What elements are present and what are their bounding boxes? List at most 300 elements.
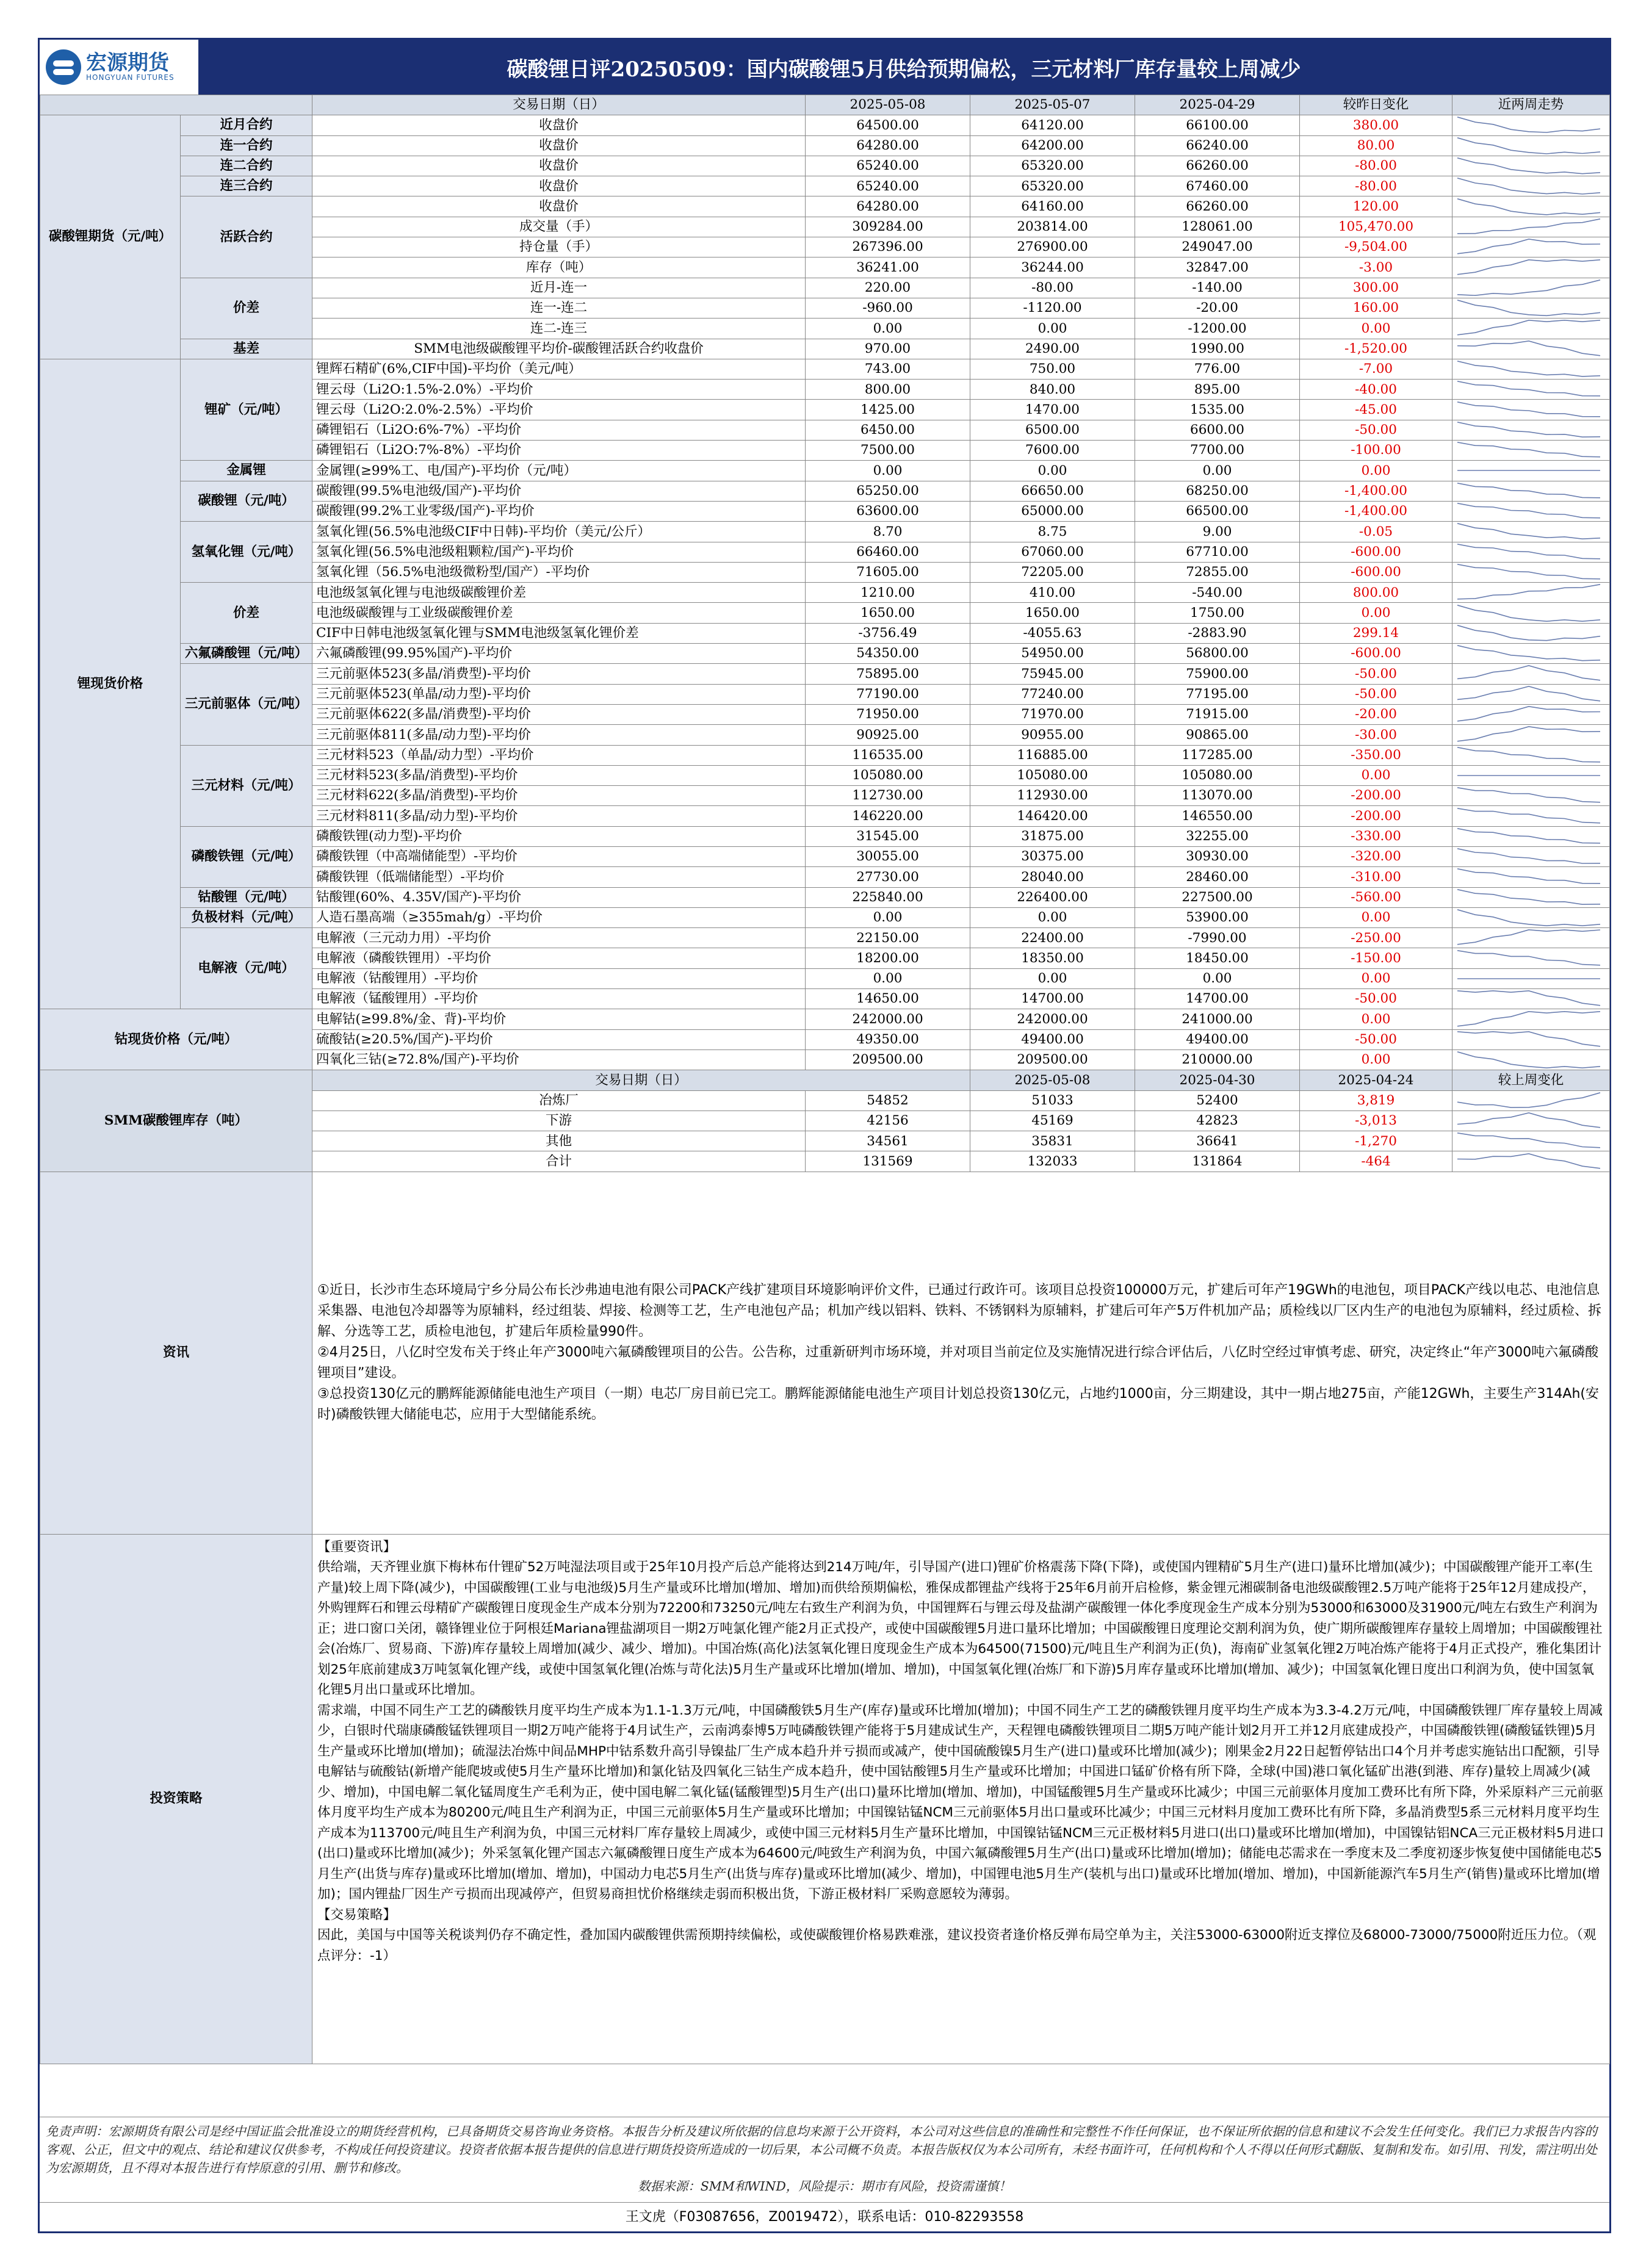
trend-sparkline <box>1452 1049 1610 1070</box>
category-cell: 资讯 <box>40 1172 312 1534</box>
trend-sparkline <box>1452 806 1610 826</box>
value-cell: 0.00 <box>970 968 1135 988</box>
trend-sparkline <box>1452 725 1610 745</box>
change-cell: 0.00 <box>1300 968 1452 988</box>
table-row <box>40 522 1610 542</box>
report-header <box>40 40 1609 95</box>
value-cell: 227500.00 <box>1135 887 1300 907</box>
value-cell: 30375.00 <box>970 846 1135 866</box>
value-cell: 36244.00 <box>970 257 1135 278</box>
change-cell: -80.00 <box>1300 176 1452 196</box>
table-row <box>40 583 1610 603</box>
value-cell: 36641 <box>1135 1131 1300 1151</box>
change-cell: 0.00 <box>1300 461 1452 481</box>
value-cell: 7600.00 <box>970 441 1135 461</box>
value-cell: 105080.00 <box>970 765 1135 785</box>
row-label: 电解钴(≥99.8%/金、背)-平均价 <box>312 1009 806 1029</box>
row-label: SMM电池级碳酸锂平均价-碳酸锂活跃合约收盘价 <box>312 339 806 359</box>
value-cell: 895.00 <box>1135 380 1300 400</box>
value-cell: 66460.00 <box>806 542 970 562</box>
subcategory-cell: 碳酸锂（元/吨） <box>181 481 312 522</box>
change-cell: -40.00 <box>1300 380 1452 400</box>
value-cell: 113070.00 <box>1135 786 1300 806</box>
value-cell: -20.00 <box>1135 298 1300 318</box>
change-cell: -45.00 <box>1300 400 1452 420</box>
change-cell: -150.00 <box>1300 948 1452 968</box>
category-cell: 碳酸锂期货（元/吨） <box>40 115 181 359</box>
row-label: 电池级碳酸锂与工业级碳酸锂价差 <box>312 603 806 623</box>
value-cell: 63600.00 <box>806 501 970 521</box>
change-cell: 160.00 <box>1300 298 1452 318</box>
change-cell: 80.00 <box>1300 135 1452 156</box>
trend-sparkline <box>1452 623 1610 643</box>
value-cell: 1535.00 <box>1135 400 1300 420</box>
row-label: 锂云母（Li2O:1.5%-2.0%）-平均价 <box>312 380 806 400</box>
change-cell: 0.00 <box>1300 319 1452 339</box>
change-cell: -100.00 <box>1300 441 1452 461</box>
value-cell: 64280.00 <box>806 196 970 217</box>
value-cell: 132033 <box>970 1151 1135 1172</box>
trend-sparkline <box>1452 562 1610 582</box>
value-cell: 131569 <box>806 1151 970 1172</box>
table-row <box>40 907 1610 927</box>
change-cell: -350.00 <box>1300 745 1452 765</box>
row-label: 氢氧化锂(56.5%电池级CIF中日韩)-平均价（美元/公斤） <box>312 522 806 542</box>
row-label: 电解液（磷酸铁锂用）-平均价 <box>312 948 806 968</box>
value-cell: 75895.00 <box>806 664 970 684</box>
value-cell: 18450.00 <box>1135 948 1300 968</box>
trend-sparkline <box>1452 461 1610 481</box>
value-cell: 0.00 <box>970 461 1135 481</box>
change-cell: -30.00 <box>1300 725 1452 745</box>
table-header-row <box>40 1070 1610 1090</box>
value-cell: 28460.00 <box>1135 867 1300 887</box>
strategy-row <box>40 1534 1610 2064</box>
value-cell: 0.00 <box>806 968 970 988</box>
value-cell: 65320.00 <box>970 156 1135 176</box>
date-header: 交易日期（日） <box>312 1070 970 1090</box>
value-cell: 14700.00 <box>970 989 1135 1009</box>
trend-sparkline <box>1452 217 1610 237</box>
value-cell: 22400.00 <box>970 928 1135 948</box>
value-cell: 146420.00 <box>970 806 1135 826</box>
value-cell: 116885.00 <box>970 745 1135 765</box>
change-cell: -1,400.00 <box>1300 481 1452 501</box>
value-cell: 0.00 <box>970 907 1135 927</box>
trend-sparkline <box>1452 278 1610 298</box>
value-cell: 30930.00 <box>1135 846 1300 866</box>
value-cell: 75945.00 <box>970 664 1135 684</box>
trend-sparkline <box>1452 989 1610 1009</box>
trend-sparkline <box>1452 196 1610 217</box>
value-cell: 65240.00 <box>806 156 970 176</box>
row-label: 其他 <box>312 1131 806 1151</box>
value-cell: -3756.49 <box>806 623 970 643</box>
table-row <box>40 339 1610 359</box>
trend-sparkline <box>1452 704 1610 724</box>
value-cell: 72205.00 <box>970 562 1135 582</box>
value-cell: 410.00 <box>970 583 1135 603</box>
value-cell: 14650.00 <box>806 989 970 1009</box>
value-cell: 203814.00 <box>970 217 1135 237</box>
value-cell: 6500.00 <box>970 420 1135 440</box>
value-cell: 6600.00 <box>1135 420 1300 440</box>
change-cell: 0.00 <box>1300 1049 1452 1070</box>
value-cell: 776.00 <box>1135 359 1300 379</box>
strategy-p1: 供给端，天齐锂业旗下梅林布什锂矿52万吨湿法项目或于25年10月投产后总产能将达到214万吨/年，引导国产(进口)锂矿价格震荡下降(下降)，或使国内锂精矿5月生产(进口)量环比增加(减少)；中国碳酸锂产能开工率(生产量)较上周下降(减少)，中国碳酸锂(工业与电池级)5月生产量或环比增加(增加、增加)而供给预期偏松，雅保成都锂盐产线将于25年6月前开启检修，紫金锂元湘碳制备电池级碳酸锂2.5万吨产能将于25年12月建成投产，外购锂辉石和锂云母精矿产碳酸锂日度现金生产成本分别为72200和73250元/吨左右致生产利润为负，中国锂辉石与锂云母及盐湖产碳酸锂一体化季度现金生产成本分别为53000和63000及31900元/吨左右致生产利润为正；进口窗口关闭，赣锋锂业位于阿根廷Mariana锂盐湖项目一期2万吨氯化锂产能2月正式投产，或使中国碳酸锂5月进口量环比增加；中国碳酸锂日度理论交割利润为负，使广期所碳酸锂库存量较上周增加；中国碳酸锂社会(冶炼厂、贸易商、下游)库存量较上周增加(减少、减少、增加)。中国冶炼(高化)法氢氧化锂日度现金生产成本为64500(71500)元/吨且生产利润为正(负)，海南矿业氢氧化锂2万吨冶炼产能将于4月正式投产，雅化集团计划25年底前建成3万吨氢氧化锂产线，或使中国氢氧化锂(冶炼与苛化法)5月生产量或环比增加(增加、增加)，中国氢氧化锂(冶炼厂和下游)5月库存量或环比增加(增加、减少)；中国氢氧化锂日度出口利润为负，使中国氢氧化锂5月出口量或环比增加。 <box>317 1560 1603 1698</box>
row-label: 六氟磷酸锂(99.95%国产)-平均价 <box>312 644 806 664</box>
value-cell: 1650.00 <box>806 603 970 623</box>
trend-sparkline <box>1452 176 1610 196</box>
value-cell: 31875.00 <box>970 826 1135 846</box>
subcategory-cell: 连二合约 <box>181 156 312 176</box>
value-cell: 68250.00 <box>1135 481 1300 501</box>
change-cell: -50.00 <box>1300 420 1452 440</box>
change-cell: -320.00 <box>1300 846 1452 866</box>
table-row <box>40 196 1610 217</box>
value-cell: 0.00 <box>1135 461 1300 481</box>
value-cell: 743.00 <box>806 359 970 379</box>
row-label: 四氧化三钴(≥72.8%/国产)-平均价 <box>312 1049 806 1070</box>
data-source: 数据来源：SMM和WIND，风险提示：期市有风险，投资需谨慎！ <box>638 2179 1011 2194</box>
value-cell: 64500.00 <box>806 115 970 135</box>
value-cell: 65000.00 <box>970 501 1135 521</box>
row-label: 连二-连三 <box>312 319 806 339</box>
trend-sparkline <box>1452 603 1610 623</box>
value-cell: 90955.00 <box>970 725 1135 745</box>
value-cell: 90865.00 <box>1135 725 1300 745</box>
news-content <box>312 1172 1610 1534</box>
value-cell: 32255.00 <box>1135 826 1300 846</box>
value-cell: 112730.00 <box>806 786 970 806</box>
trend-sparkline <box>1452 319 1610 339</box>
value-cell: 0.00 <box>1135 968 1300 988</box>
trend-sparkline <box>1452 765 1610 785</box>
row-label: 碳酸锂(99.5%电池级/国产)-平均价 <box>312 481 806 501</box>
value-cell: 242000.00 <box>806 1009 970 1029</box>
trend-sparkline <box>1452 359 1610 379</box>
change-cell: 299.14 <box>1300 623 1452 643</box>
table-row <box>40 1009 1610 1029</box>
value-cell: 64200.00 <box>970 135 1135 156</box>
subcategory-cell: 电解液（元/吨） <box>181 928 312 1009</box>
trend-sparkline <box>1452 156 1610 176</box>
trend-sparkline <box>1452 1131 1610 1151</box>
change-cell: -50.00 <box>1300 1029 1452 1049</box>
change-cell: -3,013 <box>1300 1111 1452 1131</box>
value-cell: 105080.00 <box>806 765 970 785</box>
value-cell: 67460.00 <box>1135 176 1300 196</box>
logo-mark-icon <box>46 49 81 85</box>
trend-sparkline <box>1452 968 1610 988</box>
row-label: 三元前驱体523(单晶/动力型)-平均价 <box>312 684 806 704</box>
row-label: 收盘价 <box>312 135 806 156</box>
value-cell: 32847.00 <box>1135 257 1300 278</box>
change-cell: 300.00 <box>1300 278 1452 298</box>
strategy-content <box>312 1534 1610 2064</box>
value-cell: 22150.00 <box>806 928 970 948</box>
value-cell: 18200.00 <box>806 948 970 968</box>
trend-sparkline <box>1452 867 1610 887</box>
trend-sparkline <box>1452 948 1610 968</box>
change-cell: -1,270 <box>1300 1131 1452 1151</box>
change-header: 较昨日变化 <box>1300 95 1452 115</box>
trend-sparkline <box>1452 1111 1610 1131</box>
value-cell: 209500.00 <box>806 1049 970 1070</box>
value-cell: 8.70 <box>806 522 970 542</box>
news-item: ②4月25日，八亿时空发布关于终止年产3000吨六氟磷酸锂项目的公告。公告称，过重新研判市场环境，并对项目当前定位及实施情况进行综合评估后，八亿时空经过审慎考虑、研究，决定终止“年产3000吨六氟磷酸锂项目”建设。 <box>317 1345 1599 1381</box>
trend-sparkline <box>1452 907 1610 927</box>
change-cell: -80.00 <box>1300 156 1452 176</box>
company-logo <box>40 40 198 95</box>
value-cell: 72855.00 <box>1135 562 1300 582</box>
subcategory-cell: 金属锂 <box>181 461 312 481</box>
value-cell: 241000.00 <box>1135 1009 1300 1029</box>
value-cell: 65320.00 <box>970 176 1135 196</box>
trend-sparkline <box>1452 644 1610 664</box>
value-cell: 210000.00 <box>1135 1049 1300 1070</box>
value-cell: 800.00 <box>806 380 970 400</box>
change-cell: -250.00 <box>1300 928 1452 948</box>
row-label: 三元材料811(多晶/动力型)-平均价 <box>312 806 806 826</box>
value-cell: 840.00 <box>970 380 1135 400</box>
row-label: 锂辉石精矿(6%,CIF中国)-平均价（美元/吨） <box>312 359 806 379</box>
value-cell: 131864 <box>1135 1151 1300 1172</box>
change-cell: -200.00 <box>1300 806 1452 826</box>
row-label: 氢氧化锂（56.5%电池级微粉型/国产）-平均价 <box>312 562 806 582</box>
table-row <box>40 156 1610 176</box>
news-row <box>40 1172 1610 1534</box>
value-cell: 71915.00 <box>1135 704 1300 724</box>
change-cell: -3.00 <box>1300 257 1452 278</box>
value-cell: 1210.00 <box>806 583 970 603</box>
value-cell: 42156 <box>806 1111 970 1131</box>
value-cell: 35831 <box>970 1131 1135 1151</box>
subcategory-cell: 三元材料（元/吨） <box>181 745 312 826</box>
value-cell: 1470.00 <box>970 400 1135 420</box>
row-label: 磷锂铝石（Li2O:6%-7%）-平均价 <box>312 420 806 440</box>
trend-sparkline <box>1452 115 1610 135</box>
trend-sparkline <box>1452 522 1610 542</box>
value-cell: 28040.00 <box>970 867 1135 887</box>
row-label: 硫酸钴(≥20.5%/国产)-平均价 <box>312 1029 806 1049</box>
trend-sparkline <box>1452 786 1610 806</box>
value-cell: -1200.00 <box>1135 319 1300 339</box>
value-cell: 54852 <box>806 1090 970 1111</box>
value-cell: 54950.00 <box>970 644 1135 664</box>
row-label: 收盘价 <box>312 156 806 176</box>
value-cell: 7700.00 <box>1135 441 1300 461</box>
change-cell: -600.00 <box>1300 542 1452 562</box>
row-label: 成交量（手） <box>312 217 806 237</box>
trend-sparkline <box>1452 583 1610 603</box>
value-cell: 209500.00 <box>970 1049 1135 1070</box>
value-cell: 7500.00 <box>806 441 970 461</box>
value-cell: 276900.00 <box>970 237 1135 257</box>
change-cell: -7.00 <box>1300 359 1452 379</box>
value-cell: 1650.00 <box>970 603 1135 623</box>
date-header: 交易日期（日） <box>312 95 806 115</box>
table-row <box>40 887 1610 907</box>
value-cell: 34561 <box>806 1131 970 1151</box>
value-cell: 249047.00 <box>1135 237 1300 257</box>
value-cell: -80.00 <box>970 278 1135 298</box>
row-label: 碳酸锂(99.2%工业零级/国产)-平均价 <box>312 501 806 521</box>
table-row <box>40 115 1610 135</box>
trend-sparkline <box>1452 257 1610 278</box>
trend-sparkline <box>1452 298 1610 318</box>
row-label: 收盘价 <box>312 176 806 196</box>
trend-sparkline <box>1452 1090 1610 1111</box>
trend-sparkline <box>1452 745 1610 765</box>
trend-sparkline <box>1452 826 1610 846</box>
news-item: ③总投资130亿元的鹏辉能源储能电池生产项目（一期）电芯厂房目前已完工。鹏辉能源储能电池生产项目计划总投资130亿元，占地约1000亩，分三期建设，其中一期占地275亩，产能12GWh，主要生产314Ah(安时)磷酸铁锂大储能电芯，应用于大型储能系统。 <box>317 1386 1599 1423</box>
date-col-2: 2025-05-07 <box>970 95 1135 115</box>
category-cell: 投资策略 <box>40 1534 312 2064</box>
value-cell: 52400 <box>1135 1090 1300 1111</box>
change-cell: -200.00 <box>1300 786 1452 806</box>
row-label: 三元材料523（单晶/动力型）-平均价 <box>312 745 806 765</box>
trend-sparkline <box>1452 237 1610 257</box>
row-label: 磷酸铁锂（低端储能型）-平均价 <box>312 867 806 887</box>
value-cell: 64160.00 <box>970 196 1135 217</box>
change-cell: -1,520.00 <box>1300 339 1452 359</box>
value-cell: 49400.00 <box>1135 1029 1300 1049</box>
value-cell: 64280.00 <box>806 135 970 156</box>
table-row <box>40 481 1610 501</box>
header-blank <box>40 95 312 115</box>
row-label: 持仓量（手） <box>312 237 806 257</box>
value-cell: 225840.00 <box>806 887 970 907</box>
value-cell: 75900.00 <box>1135 664 1300 684</box>
trend-sparkline <box>1452 339 1610 359</box>
trend-sparkline <box>1452 400 1610 420</box>
value-cell: 1750.00 <box>1135 603 1300 623</box>
value-cell: 71950.00 <box>806 704 970 724</box>
value-cell: -540.00 <box>1135 583 1300 603</box>
change-cell: 105,470.00 <box>1300 217 1452 237</box>
table-row <box>40 461 1610 481</box>
value-cell: 0.00 <box>806 461 970 481</box>
row-label: 钴酸锂(60%、4.35V/国产)-平均价 <box>312 887 806 907</box>
row-label: 三元材料622(多晶/消费型)-平均价 <box>312 786 806 806</box>
date-col-3: 2025-04-24 <box>1300 1070 1452 1090</box>
change-cell: -1,400.00 <box>1300 501 1452 521</box>
disclaimer <box>40 2117 1609 2200</box>
change-cell: -600.00 <box>1300 644 1452 664</box>
value-cell: 53900.00 <box>1135 907 1300 927</box>
change-cell: -310.00 <box>1300 867 1452 887</box>
value-cell: 14700.00 <box>1135 989 1300 1009</box>
change-cell: -600.00 <box>1300 562 1452 582</box>
table-row <box>40 135 1610 156</box>
subcategory-cell: 三元前驱体（元/吨） <box>181 664 312 745</box>
value-cell: -1120.00 <box>970 298 1135 318</box>
table-header-row <box>40 95 1610 115</box>
value-cell: 8.75 <box>970 522 1135 542</box>
value-cell: 42823 <box>1135 1111 1300 1131</box>
change-cell: -0.05 <box>1300 522 1452 542</box>
subcategory-cell: 六氟磷酸锂（元/吨） <box>181 644 312 664</box>
change-cell: 380.00 <box>1300 115 1452 135</box>
row-label: 冶炼厂 <box>312 1090 806 1111</box>
value-cell: 27730.00 <box>806 867 970 887</box>
value-cell: 66240.00 <box>1135 135 1300 156</box>
change-cell: 0.00 <box>1300 603 1452 623</box>
row-label: 合计 <box>312 1151 806 1172</box>
value-cell: 970.00 <box>806 339 970 359</box>
value-cell: 242000.00 <box>970 1009 1135 1029</box>
value-cell: 67060.00 <box>970 542 1135 562</box>
change-cell: -50.00 <box>1300 664 1452 684</box>
value-cell: 65240.00 <box>806 176 970 196</box>
trend-sparkline <box>1452 542 1610 562</box>
trend-sparkline <box>1452 664 1610 684</box>
value-cell: -140.00 <box>1135 278 1300 298</box>
row-label: 氢氧化锂(56.5%电池级粗颗粒/国产)-平均价 <box>312 542 806 562</box>
row-label: 电解液（三元动力用）-平均价 <box>312 928 806 948</box>
date-col-1: 2025-05-08 <box>806 95 970 115</box>
logo-text-cn: 宏源期货 <box>86 51 169 75</box>
value-cell: 71605.00 <box>806 562 970 582</box>
value-cell: 77190.00 <box>806 684 970 704</box>
report-title: 碳酸锂日评20250509：国内碳酸锂5月供给预期偏松，三元材料厂库存量较上周减少 <box>507 57 1301 82</box>
table-row <box>40 644 1610 664</box>
date-col-1: 2025-05-08 <box>970 1070 1135 1090</box>
row-label: 人造石墨高端（≥355mah/g）-平均价 <box>312 907 806 927</box>
subcategory-cell: 价差 <box>181 583 312 644</box>
strategy-p2: 需求端，中国不同生产工艺的磷酸铁月度平均生产成本为1.1-1.3万元/吨，中国磷酸铁5月生产(库存)量或环比增加(增加)；中国不同生产工艺的磷酸铁锂月度平均生产成本为3.3-4.2万元/吨，中国磷酸铁锂厂库存量较上周减少，白银时代瑞康磷酸锰铁锂项目一期2万吨产能将于4月试生产，云南鸿泰博5万吨磷酸铁锂产能将于5月建成试生产，天程锂电磷酸铁锂项目二期5万吨产能计划2月开工并12月底建成投产，中国磷酸铁锂(磷酸锰铁锂)5月生产量或环比增加(增加)；硫湿法冶炼中间品MHP中钴系数升高引导镍盐厂生产成本趋升并亏损而或减产，使中国硫酸镍5月生产(进口)量或环比增加(减少)；刚果金2月22日起暂停钴出口4个月并考虑实施钴出口配额，引导电解钴与硫酸钴(新增产能爬坡或使5月生产量环比增加)和氯化钴及四氧化三钴生产成本趋升，使中国钴酸锂5月生产量或环比增加；中国进口锰矿价格有所下降，全球(中国)港口氧化锰矿出港(到港、库存)量较上周减少(减少、增加)，中国电解二氧化锰周度生产毛利为正，使中国电解二氧化锰(锰酸锂型)5月生产(出口)量环比增加(增加、增加)，中国锰酸锂5月生产量或环比减少；中国三元前驱体月度加工费环比有所下降，外采原料产三元前驱体月度平均生产成本为80200元/吨且生产利润为正，中国三元前驱体5月生产量或环比增加；中国镍钴锰NCM三元前驱体5月出口量或环比减少；中国三元材料月度加工费环比有所下降，多晶消费型5系三元材料月度平均生产成本为113700元/吨且生产利润为负，中国三元材料厂库存量较上周减少，或使中国三元材料5月生产量环比增加，中国镍钴锰NCM三元正极材料5月进口(出口)量或环比增加(增加)，中国镍钴铝NCA三元正极材料5月进口(出口)量或环比增加(减少)；外采氢氧化锂产国志六氟磷酸锂日度生产成本为64600元/吨致生产利润为负，中国六氟磷酸锂5月生产(出口)量或环比增加(增加)；储能电芯需求在一季度末及二季度初逐步恢复使中国储能电芯5月生产(出货与库存)量或环比增加(增加、增加)，中国动力电芯5月生产(出货与库存)量或环比增加(减少、增加)，中国锂电池5月生产(装机与出口)量或环比增加(增加、增加)，中国新能源汽车5月生产(销售)量或环比增加(增加)；国内锂盐厂因生产亏损而出现减停产，但贸易商担忧价格继续走弱而积极出货，下游正极材料厂采购意愿较为薄弱。 <box>317 1702 1604 1903</box>
price-table <box>40 95 1610 2064</box>
analyst-contact: 王文虎（F03087656，Z0019472），联系电话：010-82293558 <box>40 2202 1609 2231</box>
value-cell: 9.00 <box>1135 522 1300 542</box>
trend-sparkline <box>1452 501 1610 521</box>
change-cell: -464 <box>1300 1151 1452 1172</box>
row-label: 电解液（锰酸锂用）-平均价 <box>312 989 806 1009</box>
table-row <box>40 928 1610 948</box>
trend-sparkline <box>1452 928 1610 948</box>
trend-sparkline <box>1452 135 1610 156</box>
value-cell: 267396.00 <box>806 237 970 257</box>
value-cell: 66260.00 <box>1135 196 1300 217</box>
value-cell: 226400.00 <box>970 887 1135 907</box>
value-cell: 51033 <box>970 1090 1135 1111</box>
subcategory-cell: 基差 <box>181 339 312 359</box>
row-label: 锂云母（Li2O:2.0%-2.5%）-平均价 <box>312 400 806 420</box>
trend-sparkline <box>1452 380 1610 400</box>
change-cell: 0.00 <box>1300 1009 1452 1029</box>
disclaimer-text: 免责声明：宏源期货有限公司是经中国证监会批准设立的期货经营机构，已具备期货交易咨询业务资格。本报告分析及建议所依据的信息均来源于公开资料，本公司对这些信息的准确性和完整性不作任何保证，也不保证所依据的信息和建议不会发生任何变化。我们已力求报告内容的客观、公正，但文中的观点、结论和建议仅供参考，不构成任何投资建议。投资者依据本报告提供的信息进行期货投资所造成的一切后果，本公司概不负责。本报告版权仅为本公司所有，未经书面许可，任何机构和个人不得以任何形式翻版、复制和发布。如引用、刊发，需注明出处为宏源期货，且不得对本报告进行有悖原意的引用、删节和修改。 <box>46 2124 1597 2175</box>
trend-sparkline <box>1452 846 1610 866</box>
value-cell: 750.00 <box>970 359 1135 379</box>
row-label: 三元前驱体622(多晶/消费型)-平均价 <box>312 704 806 724</box>
subcategory-cell: 价差 <box>181 278 312 339</box>
subcategory-cell: 负极材料（元/吨） <box>181 907 312 927</box>
change-cell: -330.00 <box>1300 826 1452 846</box>
value-cell: 116535.00 <box>806 745 970 765</box>
row-label: 三元前驱体523(多晶/消费型)-平均价 <box>312 664 806 684</box>
strategy-h1: 【重要资讯】 <box>317 1539 397 1555</box>
value-cell: 90925.00 <box>806 725 970 745</box>
row-label: 电解液（钴酸锂用）-平均价 <box>312 968 806 988</box>
date-col-3: 2025-04-29 <box>1135 95 1300 115</box>
value-cell: 66260.00 <box>1135 156 1300 176</box>
value-cell: -2883.90 <box>1135 623 1300 643</box>
change-cell: -50.00 <box>1300 684 1452 704</box>
logo-text-en: HONGYUAN FUTURES <box>86 73 175 82</box>
change-header: 较上周变化 <box>1452 1070 1610 1090</box>
value-cell: 49350.00 <box>806 1029 970 1049</box>
